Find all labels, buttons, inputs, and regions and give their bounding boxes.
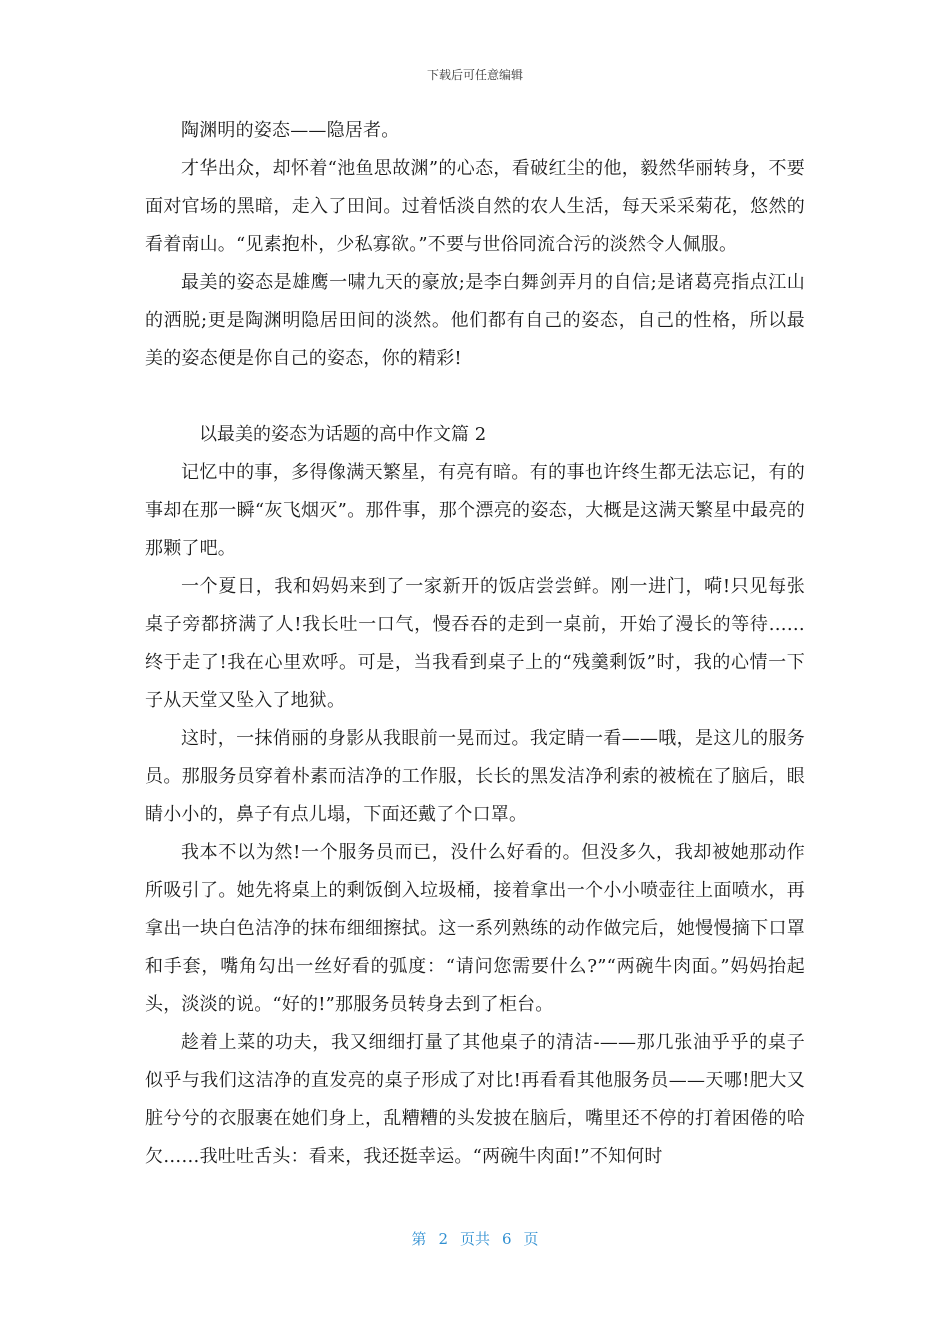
page-header: 下载后可任意编辑 bbox=[426, 68, 523, 82]
footer-suffix: 页 bbox=[523, 1230, 539, 1248]
paragraph: 我本不以为然!一个服务员而已，没什么好看的。但没多久，我却被她那动作所吸引了。她先将桌上的剩饭倒入垃圾桶，接着拿出一个小小喷壶往上面喷水，再拿出一块白色洁净的抹布细细擦拭。这一系列熟练的动作做完后，她慢慢摘下口罩和手套，嘴角勾出一丝好看的弧度：“请问您需要什么?”“两碗牛肉面。”妈妈抬起头，淡淡的说。“好的!”那服务员转身去到了柜台。 bbox=[145, 842, 805, 1015]
paragraph: 一个夏日，我和妈妈来到了一家新开的饭店尝尝鲜。刚一进门，嗬!只见每张桌子旁都挤满了人!我长吐一口气，慢吞吞的走到一桌前，开始了漫长的等待……终于走了!我在心里欢呼。可是，当我看到桌子上的“残羹剩饭”时，我的心情一下子从天堂又坠入了地狱。 bbox=[145, 576, 805, 711]
paragraph: 最美的姿态是雄鹰一啸九天的豪放;是李白舞剑弄月的自信;是诸葛亮指点江山的洒脱;更是陶渊明隐居田间的淡然。他们都有自己的姿态，自己的性格，所以最美的姿态便是你自己的姿态，你的精彩! bbox=[145, 272, 805, 369]
footer-middle: 页共 bbox=[459, 1230, 490, 1248]
paragraph: 记忆中的事，多得像满天繁星，有亮有暗。有的事也许终生都无法忘记，有的事却在那一瞬“灰飞烟灭”。那件事，那个漂亮的姿态，大概是这满天繁星中最亮的那颗了吧。 bbox=[145, 462, 805, 559]
paragraph: 趁着上菜的功夫，我又细细打量了其他桌子的清洁-——那几张油乎乎的桌子似乎与我们这洁净的直发亮的桌子形成了对比!再看看其他服务员——天哪!肥大又脏兮兮的衣服裹在她们身上，乱糟糟的头发披在脑后，嘴里还不停的打着困倦的哈欠……我吐吐舌头：看来，我还挺幸运。“两碗牛肉面!”不知何时 bbox=[145, 1032, 805, 1167]
footer-total-pages: 6 bbox=[502, 1230, 512, 1248]
section-heading: 以最美的姿态为话题的高中作文篇 2 bbox=[199, 424, 487, 445]
footer-page-number: 2 bbox=[438, 1230, 448, 1248]
paragraph: 才华出众，却怀着“池鱼思故渊”的心态，看破红尘的他，毅然华丽转身，不要面对官场的黑暗，走入了田间。过着恬淡自然的农人生活，每天采采菊花，悠然的看着南山。“见素抱朴，少私寡欲。”不要与世俗同流合污的淡然令人佩服。 bbox=[145, 158, 805, 255]
paragraph: 陶渊明的姿态——隐居者。 bbox=[181, 120, 400, 141]
page-footer bbox=[0, 1228, 950, 1249]
section-spacer bbox=[145, 378, 805, 416]
paragraph: 这时，一抹俏丽的身影从我眼前一晃而过。我定睛一看——哦，是这儿的服务员。那服务员穿着朴素而洁净的工作服，长长的黑发洁净利索的被梳在了脑后，眼睛小小的，鼻子有点儿塌，下面还戴了个口罩。 bbox=[145, 728, 805, 825]
footer-prefix: 第 bbox=[411, 1230, 427, 1248]
document-body bbox=[145, 112, 805, 1176]
